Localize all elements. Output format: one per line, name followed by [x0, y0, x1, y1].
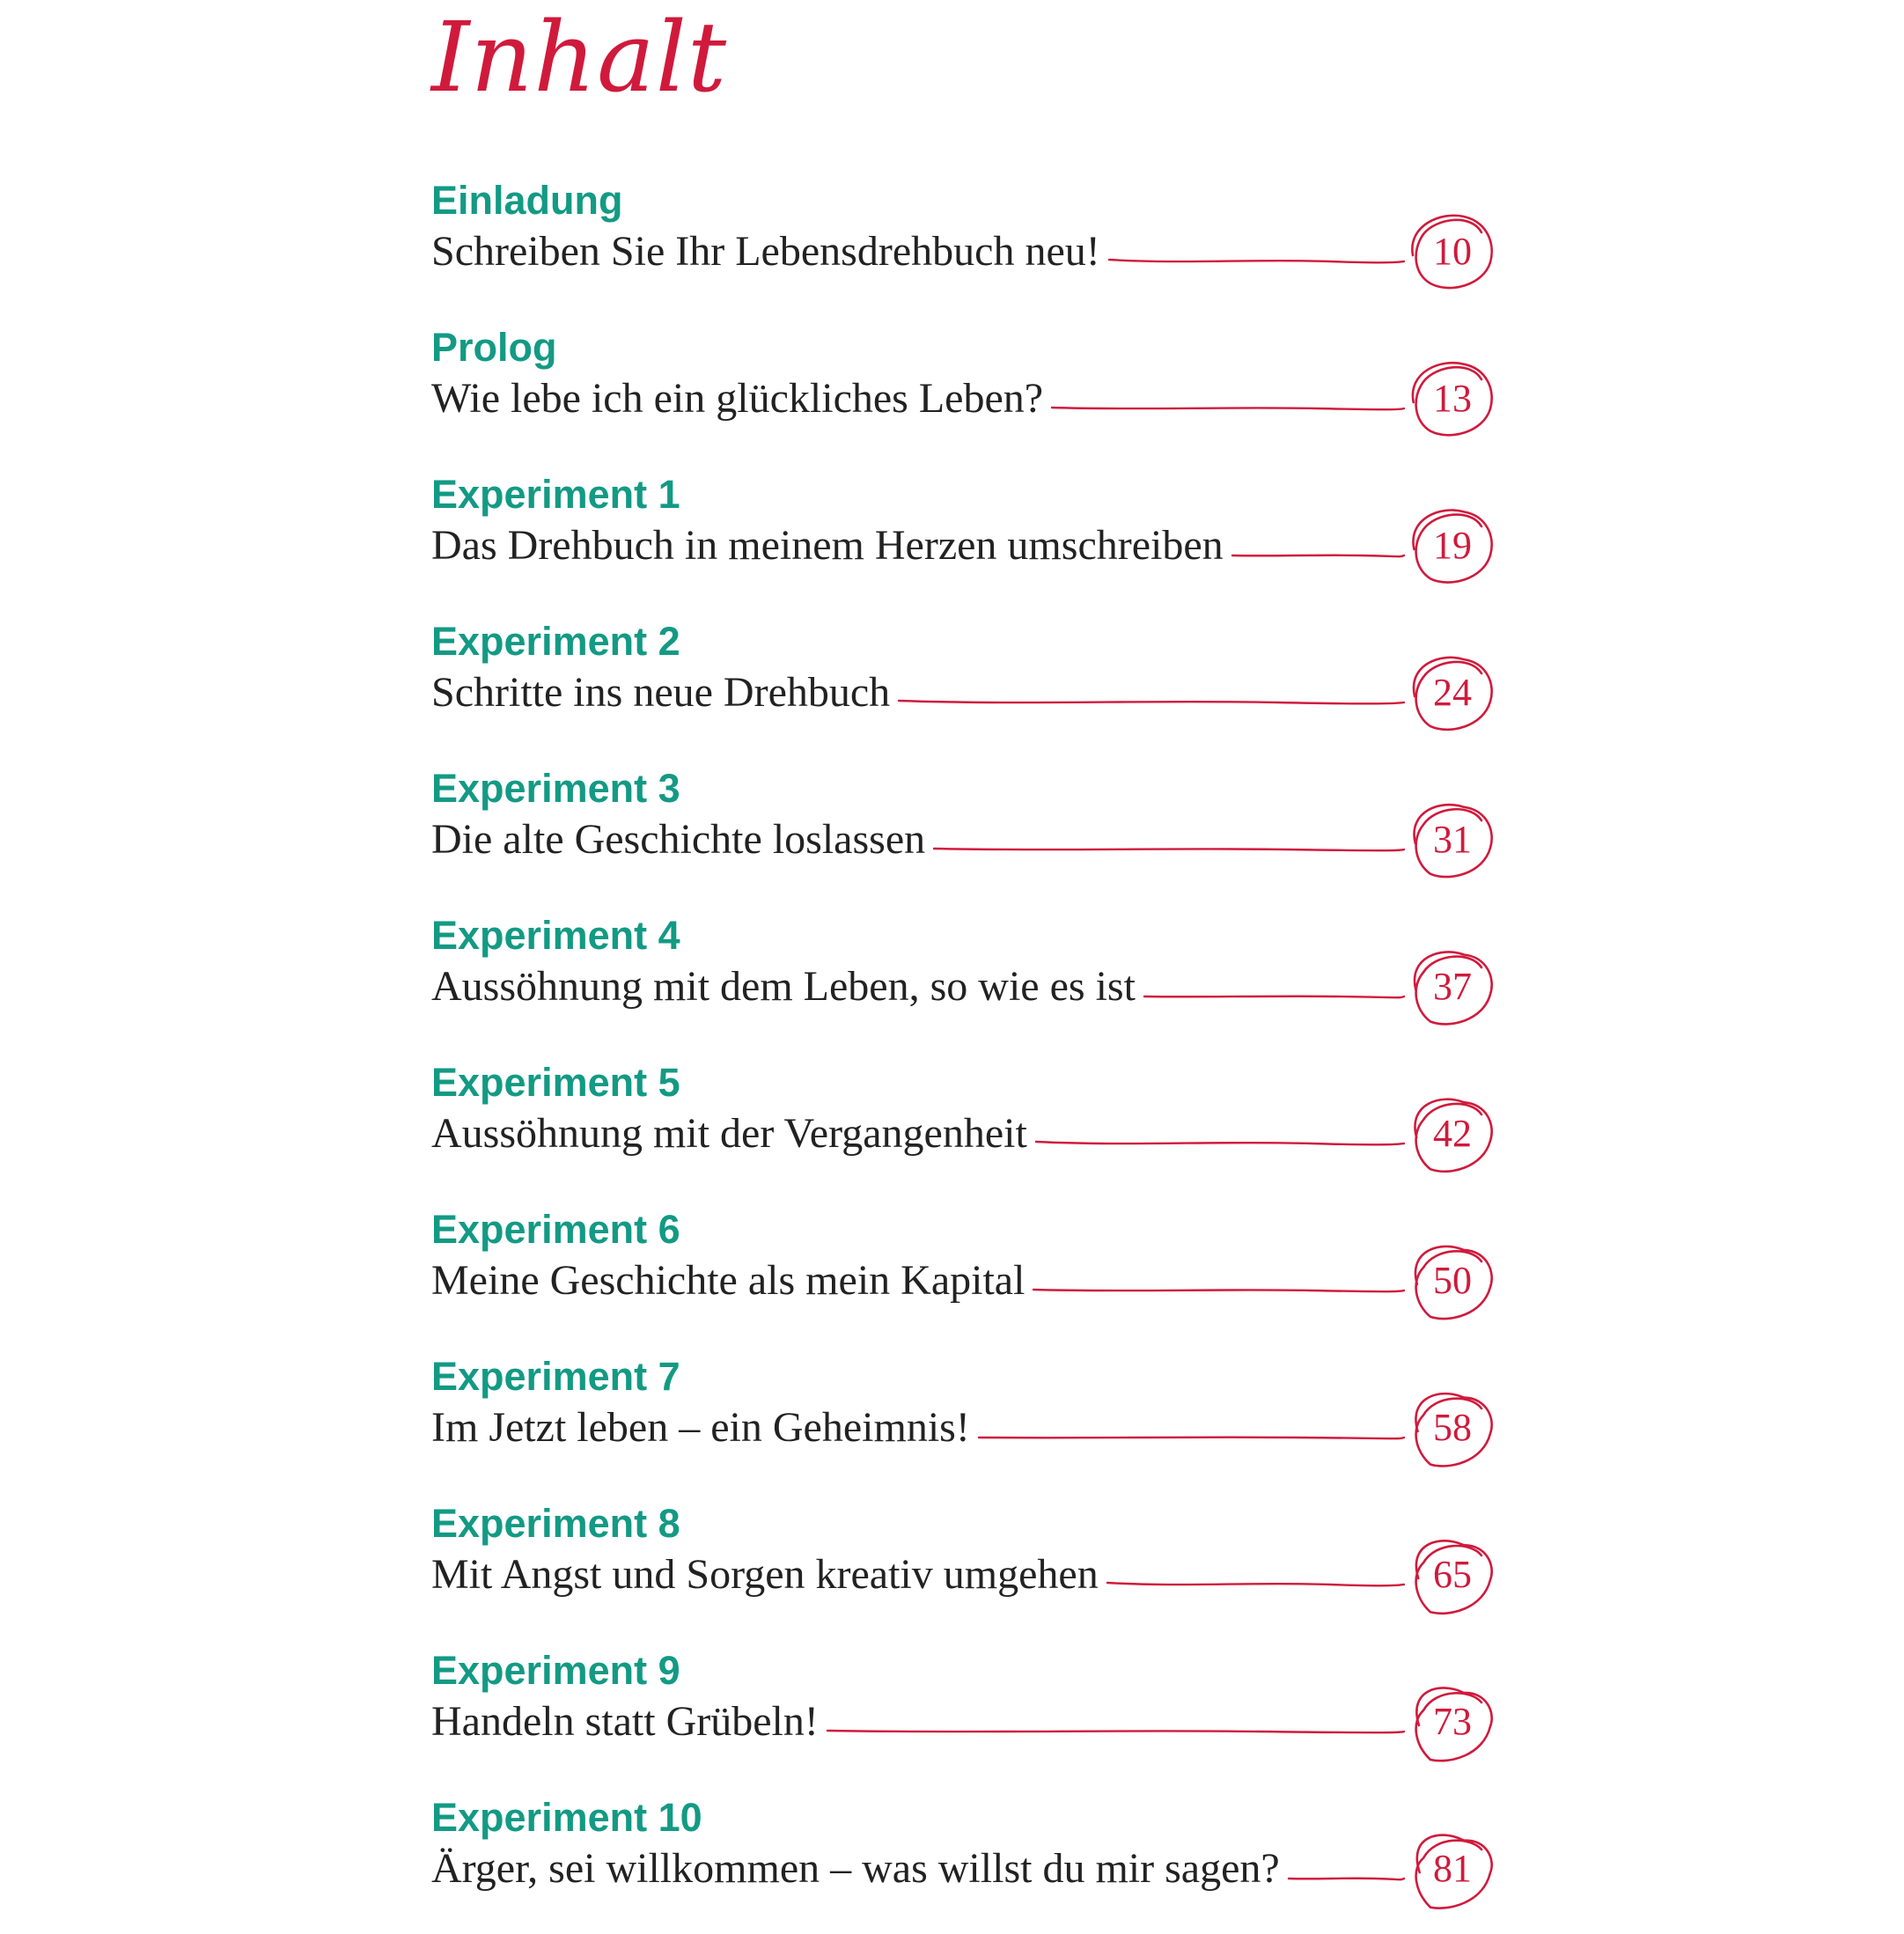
- section-label: Experiment 4: [431, 913, 680, 958]
- page-number[interactable]: 42: [1433, 1112, 1472, 1155]
- toc-entry[interactable]: [431, 1058, 1488, 1199]
- circle-stroke: [1413, 511, 1491, 583]
- leader-stroke: [1109, 260, 1404, 262]
- circle-stroke: [1415, 1394, 1491, 1466]
- section-label: Experiment 6: [431, 1207, 680, 1252]
- leader-stroke: [1107, 1583, 1404, 1585]
- section-label: Einladung: [431, 178, 623, 223]
- circle-stroke: [1416, 1688, 1492, 1761]
- circle-stroke: [1416, 1835, 1492, 1908]
- toc-entry[interactable]: [431, 1793, 1488, 1934]
- circle-stroke: [1416, 1541, 1492, 1613]
- entry-title: Die alte Geschichte loslassen: [431, 816, 926, 863]
- leader-stroke: [1052, 408, 1404, 409]
- page-circle-mark: [1395, 495, 1510, 597]
- page-circle-mark: [1395, 1524, 1510, 1626]
- section-label: Experiment 5: [431, 1060, 680, 1105]
- page-title: Inhalt: [431, 1, 728, 114]
- leader-line: [1033, 1254, 1404, 1307]
- entry-title: Wie lebe ich ein glückliches Leben?: [431, 375, 1044, 422]
- page-circle-mark: [1395, 1377, 1510, 1479]
- page-number[interactable]: 58: [1433, 1406, 1472, 1449]
- page-number[interactable]: 37: [1433, 965, 1472, 1008]
- entry-title: Mit Angst und Sorgen kreativ umgehen: [431, 1551, 1099, 1598]
- circle-stroke: [1412, 216, 1491, 288]
- entry-title: Ärger, sei willkommen – was willst du mir sagen?: [431, 1845, 1280, 1892]
- entry-title: Aussöhnung mit der Vergangenheit: [431, 1110, 1027, 1157]
- leader-line: [827, 1695, 1404, 1748]
- section-label: Experiment 3: [431, 766, 680, 811]
- leader-line: [1109, 225, 1404, 278]
- entry-title: Im Jetzt leben – ein Geheimnis!: [431, 1404, 970, 1451]
- circle-stroke: [1415, 952, 1492, 1024]
- circle-stroke: [1413, 363, 1492, 435]
- page-number[interactable]: 73: [1433, 1700, 1472, 1743]
- leader-line: [1107, 1548, 1404, 1601]
- page-circle-mark: [1395, 1083, 1510, 1185]
- entry-title: Das Drehbuch in meinem Herzen umschreiben: [431, 522, 1224, 569]
- page-number[interactable]: 31: [1433, 818, 1472, 861]
- toc-entry[interactable]: [431, 764, 1488, 905]
- leader-line: [1036, 1107, 1404, 1160]
- leader-line: [1144, 960, 1404, 1013]
- leader-stroke: [1144, 996, 1404, 997]
- section-label: Experiment 8: [431, 1501, 680, 1546]
- leader-line: [1289, 1842, 1404, 1895]
- page-circle-mark: [1395, 348, 1510, 450]
- section-label: Experiment 9: [431, 1648, 680, 1693]
- leader-stroke: [934, 849, 1404, 850]
- page-number[interactable]: 50: [1433, 1259, 1472, 1302]
- toc-entry[interactable]: [431, 1205, 1488, 1346]
- page-circle-mark: [1395, 1671, 1510, 1773]
- page-number[interactable]: 10: [1433, 230, 1472, 273]
- toc-entry[interactable]: [431, 470, 1488, 611]
- leader-stroke: [827, 1731, 1404, 1732]
- page-number[interactable]: 13: [1433, 377, 1472, 420]
- leader-line: [979, 1401, 1404, 1454]
- toc-entry[interactable]: [431, 617, 1488, 758]
- entry-title: Aussöhnung mit dem Leben, so wie es ist: [431, 963, 1136, 1010]
- page-circle-mark: [1395, 936, 1510, 1038]
- circle-stroke: [1414, 658, 1492, 730]
- circle-stroke: [1415, 805, 1492, 877]
- page-number[interactable]: 24: [1433, 671, 1472, 714]
- section-label: Experiment 1: [431, 472, 680, 517]
- leader-stroke: [1036, 1142, 1404, 1144]
- leader-line: [1232, 519, 1404, 572]
- toc-entry[interactable]: [431, 911, 1488, 1052]
- section-label: Experiment 2: [431, 619, 680, 664]
- entry-title: Meine Geschichte als mein Kapital: [431, 1257, 1026, 1304]
- toc-entry[interactable]: [431, 1352, 1488, 1493]
- circle-stroke: [1415, 1099, 1492, 1172]
- entry-title: Handeln statt Grübeln!: [431, 1698, 819, 1745]
- circle-stroke: [1415, 1246, 1492, 1319]
- leader-stroke: [1033, 1290, 1404, 1291]
- page-circle-mark: [1395, 1818, 1510, 1920]
- toc-entry[interactable]: [431, 323, 1488, 464]
- section-label: Experiment 7: [431, 1354, 680, 1399]
- section-label: Experiment 10: [431, 1795, 702, 1840]
- entry-title: Schritte ins neue Drehbuch: [431, 669, 891, 716]
- leader-stroke: [899, 701, 1404, 703]
- toc-entry[interactable]: [431, 176, 1488, 317]
- page-number[interactable]: 65: [1433, 1553, 1472, 1596]
- page-number[interactable]: 19: [1433, 524, 1472, 567]
- leader-line: [934, 813, 1404, 866]
- page-circle-mark: [1395, 789, 1510, 891]
- toc-entry[interactable]: [431, 1646, 1488, 1787]
- page-circle-mark: [1395, 1230, 1510, 1332]
- leader-line: [1052, 372, 1404, 425]
- section-label: Prolog: [431, 325, 557, 370]
- page-number[interactable]: 81: [1433, 1847, 1472, 1890]
- page-circle-mark: [1395, 642, 1510, 744]
- page-circle-mark: [1395, 201, 1510, 303]
- leader-stroke: [1232, 555, 1404, 556]
- leader-line: [899, 666, 1404, 719]
- toc-entry[interactable]: [431, 1499, 1488, 1640]
- entry-title: Schreiben Sie Ihr Lebensdrehbuch neu!: [431, 228, 1100, 275]
